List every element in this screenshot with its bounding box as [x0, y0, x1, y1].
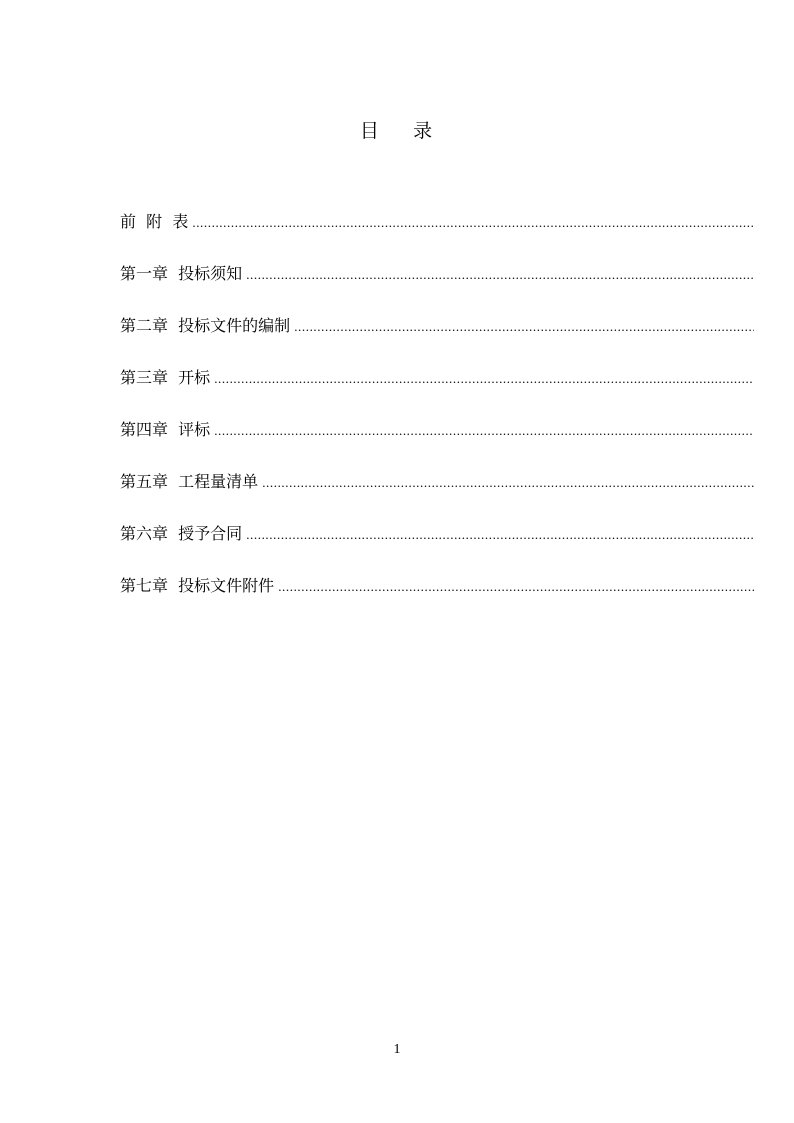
toc-entry-label: 第一章 投标须知: [120, 264, 243, 283]
toc-title: 目 录: [359, 120, 435, 142]
toc-list: [120, 208, 754, 624]
toc-entry-chapter-4[interactable]: [120, 416, 754, 468]
toc-entry-chapter-3[interactable]: [120, 364, 754, 416]
toc-entry-label: 第六章 授予合同: [120, 524, 243, 543]
toc-entry-label: 第五章 工程量清单: [120, 472, 259, 491]
toc-dot-leader: [294, 313, 754, 341]
toc-entry-label: 第四章 评标: [120, 420, 211, 439]
toc-dot-leader: [246, 261, 754, 289]
toc-entry-chapter-1[interactable]: [120, 260, 754, 312]
toc-dot-leader: [192, 209, 754, 237]
toc-entry-chapter-5[interactable]: [120, 468, 754, 520]
toc-dot-leader: [214, 417, 754, 445]
toc-entry-label: 前 附 表: [120, 212, 189, 231]
toc-entry-chapter-7[interactable]: [120, 572, 754, 624]
toc-entry-label: 第七章 投标文件附件: [120, 576, 275, 595]
toc-dot-leader: [214, 365, 754, 393]
toc-entry-chapter-2[interactable]: [120, 312, 754, 364]
toc-dot-leader: [262, 469, 754, 497]
toc-dot-leader: [246, 521, 754, 549]
toc-entry-label: 第三章 开标: [120, 368, 211, 387]
toc-entry-chapter-6[interactable]: [120, 520, 754, 572]
toc-dot-leader: [278, 573, 754, 601]
page-number: 1: [393, 1042, 401, 1057]
toc-entry-label: 第二章 投标文件的编制: [120, 316, 291, 335]
toc-entry-front-table[interactable]: [120, 208, 754, 260]
